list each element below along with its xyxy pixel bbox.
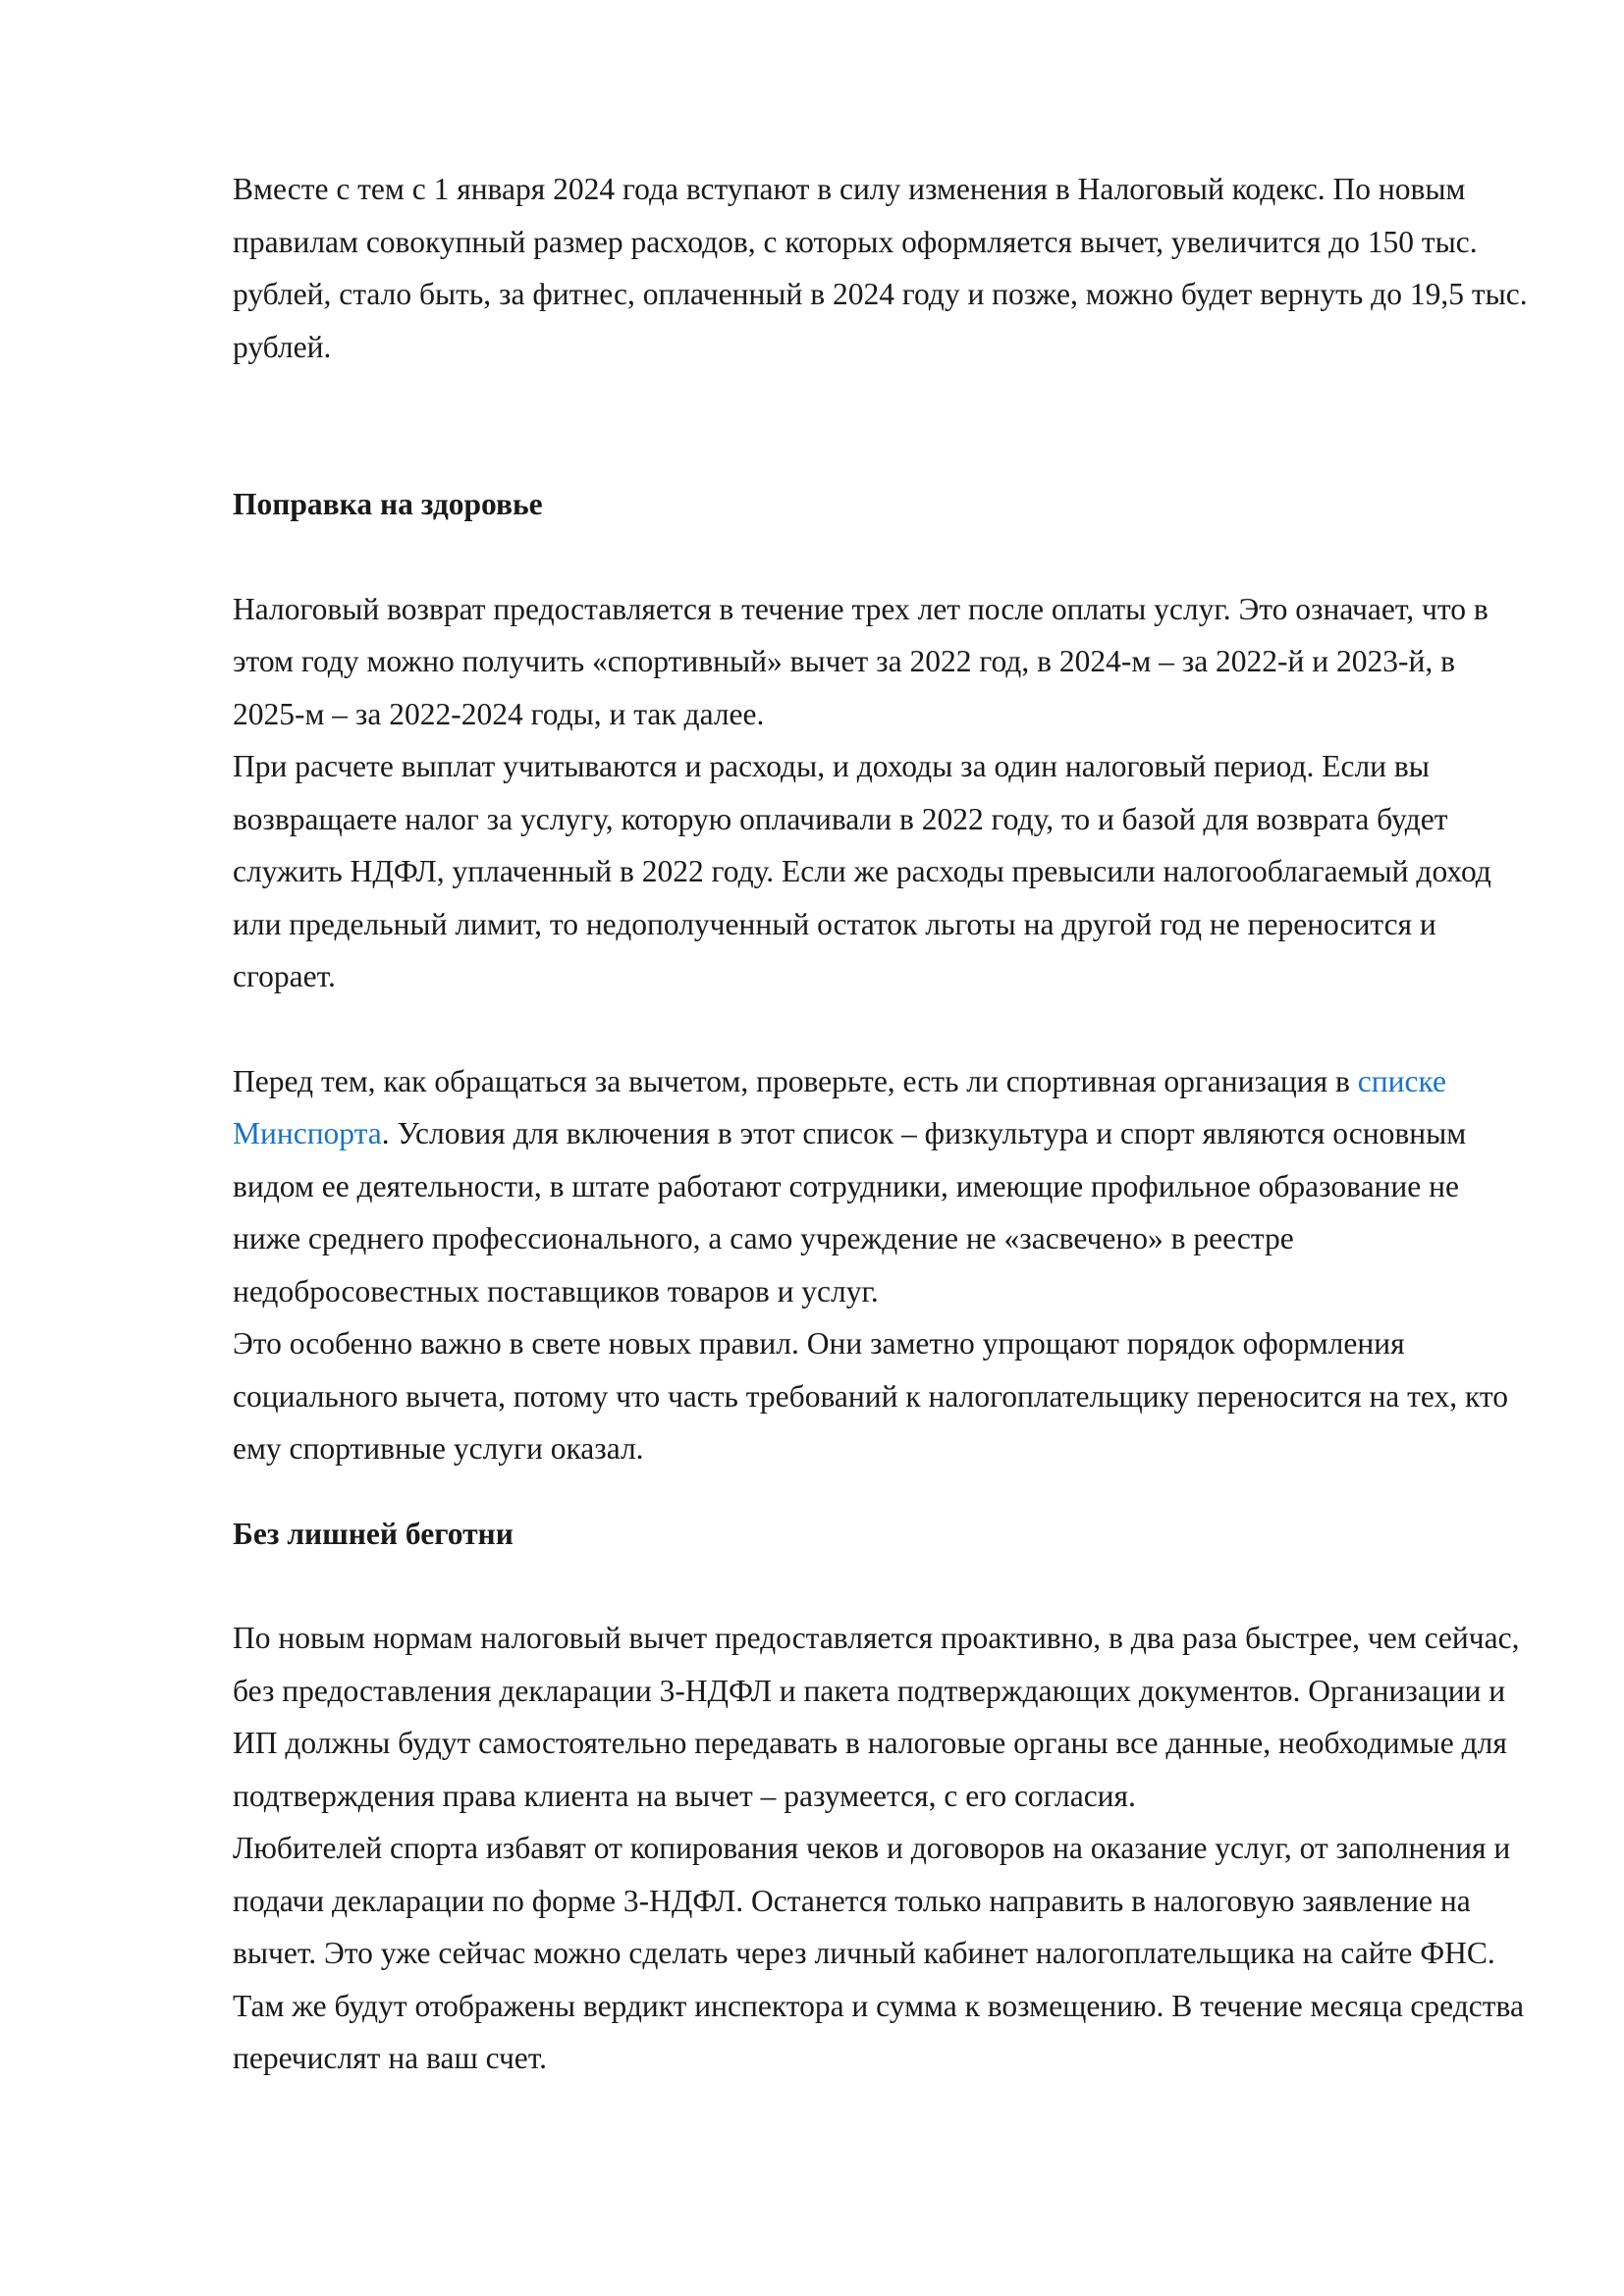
paragraph-tax-period: При расчете выплат учитываются и расходы, и доходы за один налоговый период. Если вы возвращаете налог за услугу, которую оплачивали в 2022 году, то и базой для возврата будет служить НДФЛ, уплаченный в 2022 году. Если же расходы превысили налогооблагаемый доход или предельный лимит, то недополученный остаток льготы на другой год не переносится и сгорает. [233, 749, 1491, 993]
spacer [233, 531, 1529, 583]
spacer [233, 373, 1529, 478]
heading-health-amendment: Поправка на здоровье [233, 487, 543, 521]
paragraph-ministry-list [233, 1055, 1529, 1318]
article-body [233, 163, 1529, 2085]
paragraph-three-years: Налоговый возврат предоставляется в течение трех лет после оплаты услуг. Это означает, что в этом году можно получить «спортивный» вычет за 2022 год, в 2024-м – за 2022-й и 2023-й, в 2025-м – за 2022-2024 годы, и так далее. [233, 591, 1489, 731]
heading-no-hassle: Без лишней беготни [233, 1516, 514, 1551]
paragraph-no-copying: Любителей спорта избавят от копирования чеков и договоров на оказание услуг, от заполнения и подачи декларации по форме 3-НДФЛ. Останется только направить в налоговую заявление на вычет. Это уже сейчас можно сделать через личный кабинет налогоплательщика на сайте ФНС. Там же будут отображены вердикт инспектора и сумма к возмещению. В течение месяца средства перечислят на ваш счет. [233, 1831, 1524, 2075]
paragraph-ministry-list-start: Перед тем, как обращаться за вычетом, проверьте, есть ли спортивная организация в [233, 1063, 1358, 1098]
paragraph-ministry-list-end: . Условия для включения в этот список – физкультура и спорт являются основным видом ее деятельности, в штате работают сотрудники, имеющие профильное образование не ниже среднего профессионального, а само учреждение не «засвечено» в реестре недобросовестных поставщиков товаров и услуг. [233, 1116, 1467, 1308]
paragraph-proactive-deduction: По новым нормам налоговый вычет предоставляется проактивно, в два раза быстрее, чем сейчас, без предоставления декларации 3-НДФЛ и пакета подтверждающих документов. Организации и ИП должны будут самостоятельно передавать в налоговые органы все данные, необходимые для подтверждения права клиента на вычет – разумеется, с его согласия. [233, 1621, 1520, 1813]
spacer [233, 1475, 1529, 1508]
paragraph-new-rules: Это особенно важно в свете новых правил. Они заметно упрощают порядок оформления социального вычета, потому что часть требований к налогоплательщику переносится на тех, кто ему спортивные услуги оказал. [233, 1326, 1508, 1466]
spacer [233, 1003, 1529, 1055]
spacer [233, 1560, 1529, 1612]
paragraph-fitness-limit: Вместе с тем с 1 января 2024 года вступают в силу изменения в Налоговый кодекс. По новым правилам совокупный размер расходов, с которых оформляется вычет, увеличится до 150 тыс. рублей, стало быть, за фитнес, оплаченный в 2024 году и позже, можно будет вернуть до 19,5 тыс. рублей. [233, 172, 1528, 364]
ministry-list-link[interactable]: списке Минспорта [233, 1063, 1446, 1150]
